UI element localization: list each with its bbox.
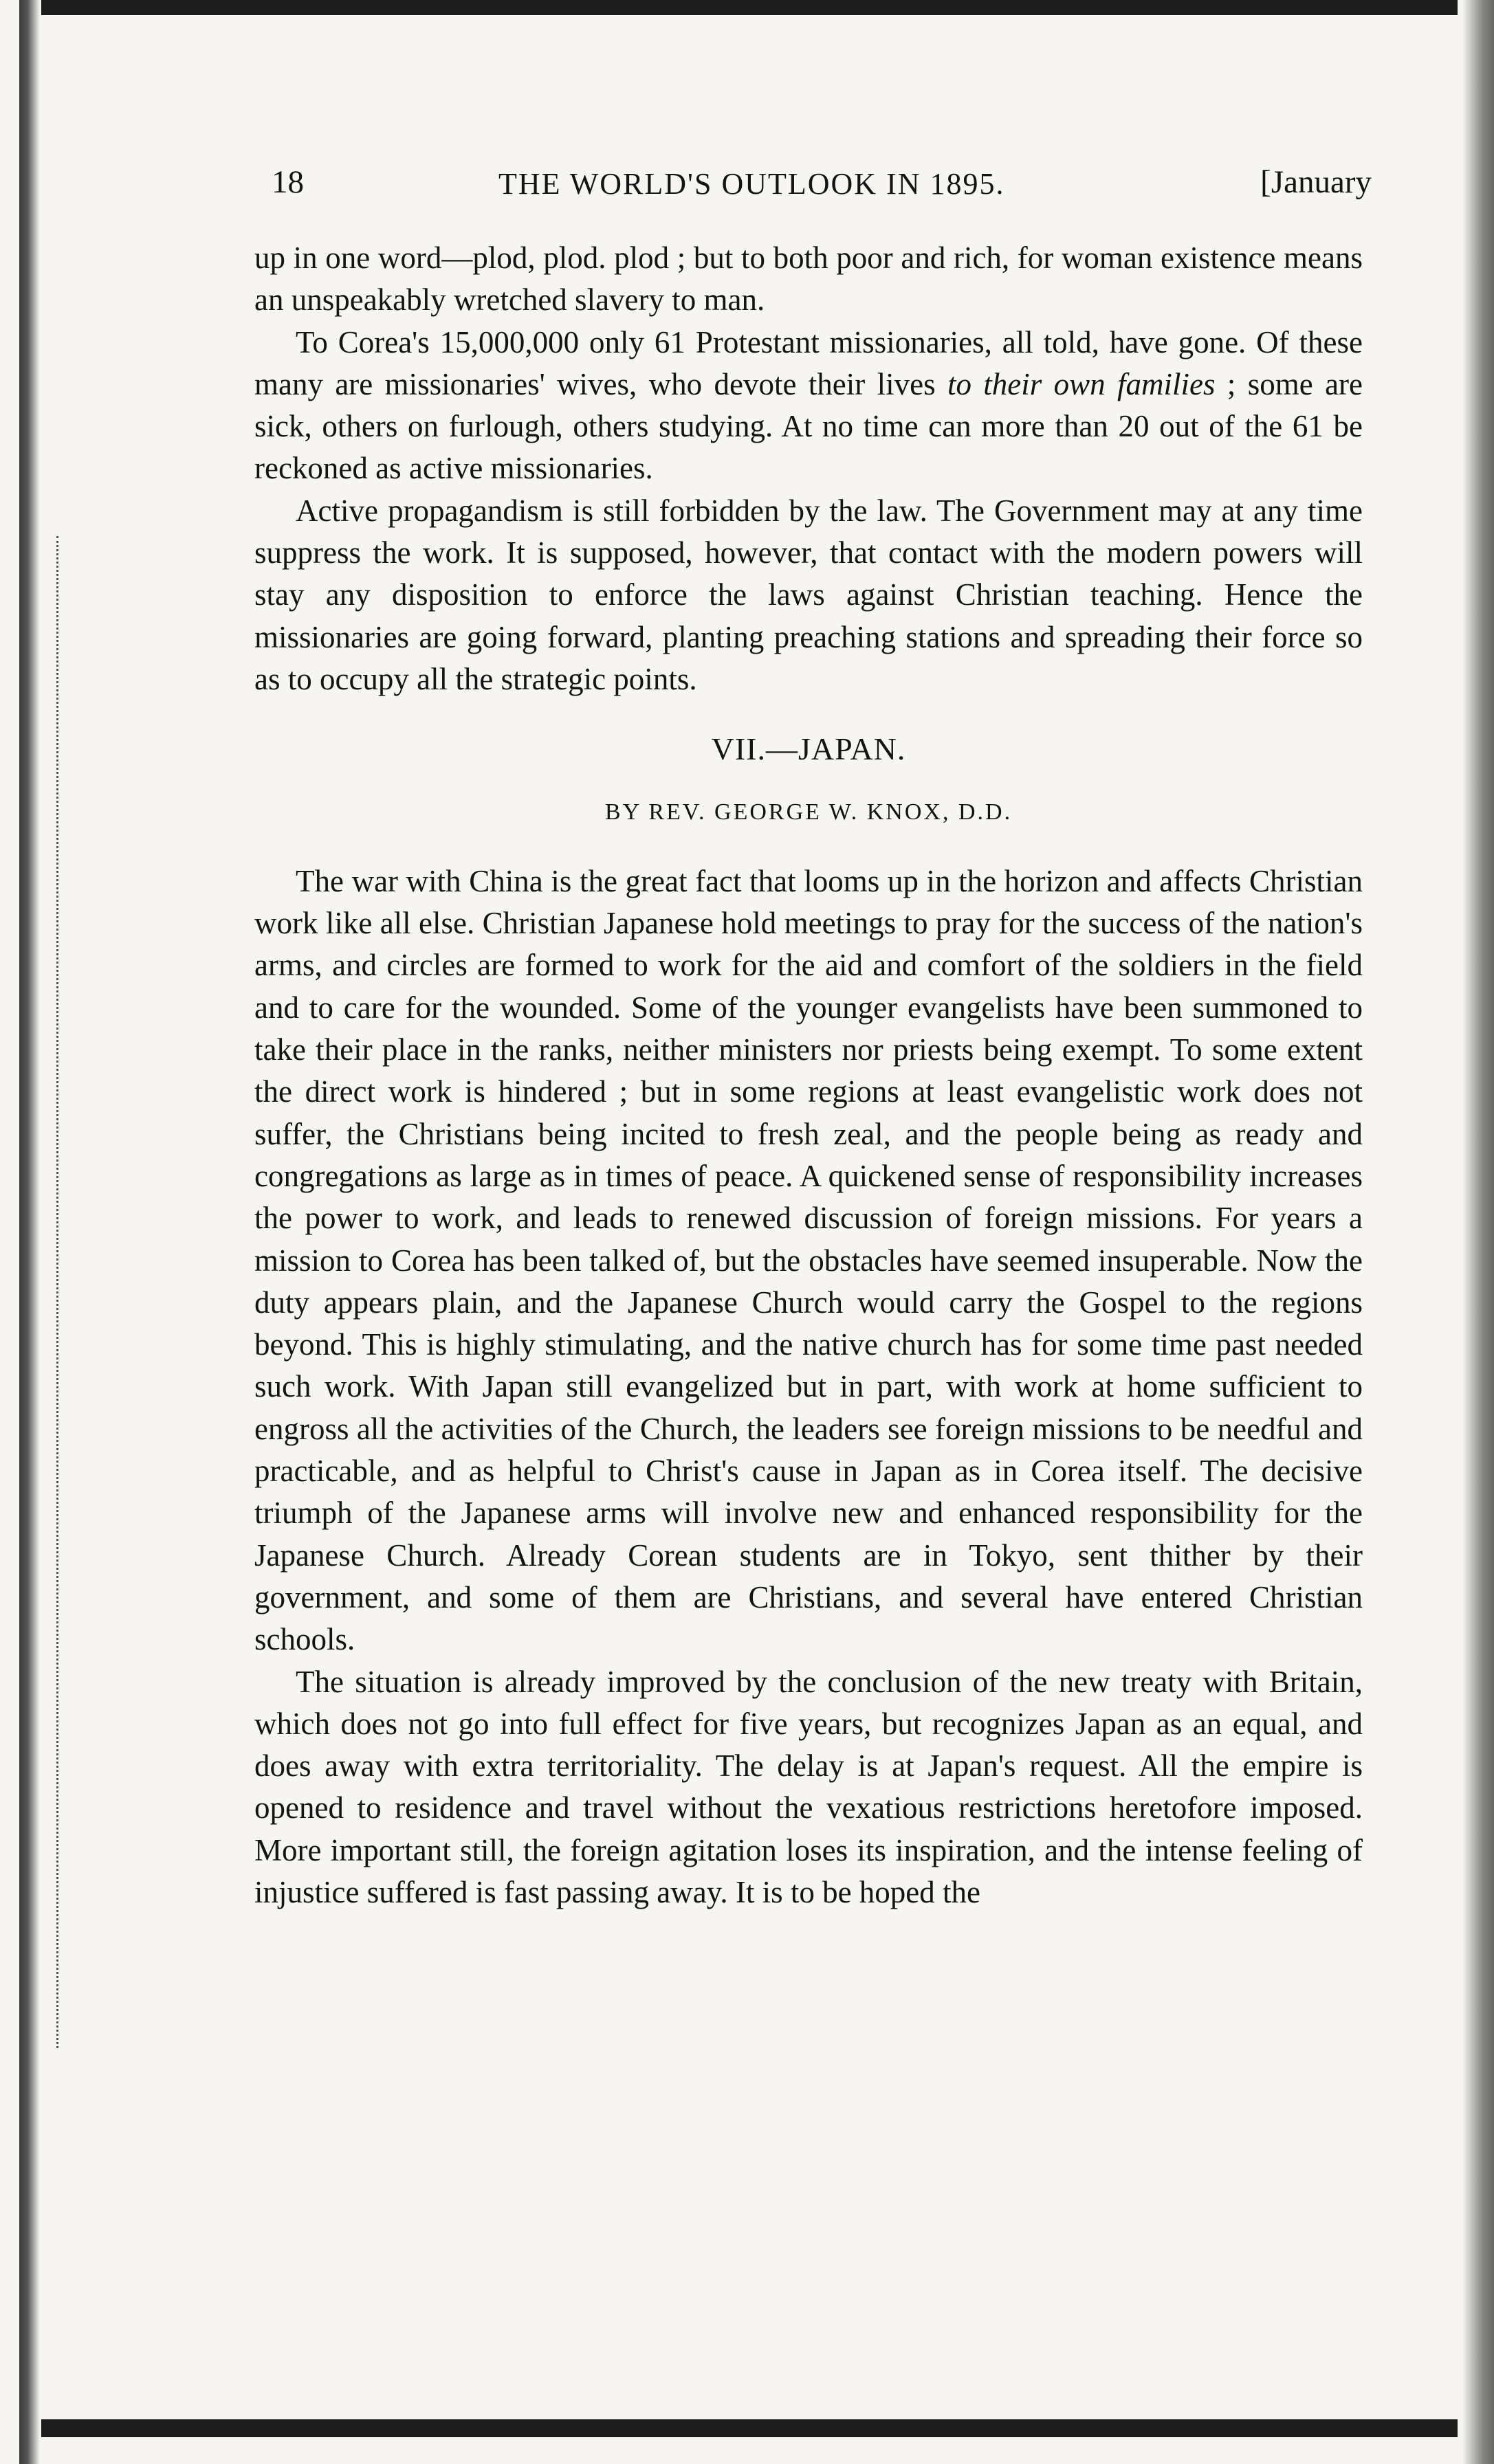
scan-edge-marks <box>56 536 65 2048</box>
page-body <box>254 237 1363 1913</box>
running-title: THE WORLD'S OUTLOOK IN 1895. <box>498 167 1005 201</box>
section-heading: VII.—JAPAN. <box>711 731 906 767</box>
paragraph-text: To Corea's 15,000,000 only 61 Protestant missionaries, all told, have gone. Of these many are missionaries' wives, who devote their lives <box>254 324 1363 401</box>
author-byline: BY REV. GEORGE W. KNOX, D.D. <box>604 799 1013 825</box>
running-header <box>272 164 1372 212</box>
header-month: [January <box>1260 164 1372 200</box>
paragraph-continued: up in one word—plod, plod. plod ; but to both poor and rich, for woman existence means an unspeakably wretched slavery to man. <box>254 241 1363 318</box>
paragraph-war: The war with China is the great fact that looms up in the horizon and affects Christian work like all else. Christian Japanese hold meetings to pray for the success of the nation's arms, and circles are formed to work for the aid and comfort of the soldiers in the field and to care for the wounded. Some of the younger evangelists have been summoned to take their place in the ranks, neither ministers nor priests being exempt. To some extent the direct work is hindered ; but in some regions at least evangelistic work does not suffer, the Christians being incited to fresh zeal, and the people being as ready and congregations as large as in times of peace. A quickened sense of responsibility increases the power to work, and leads to renewed discussion of foreign missions. For years a mission to Corea has been talked of, but the obstacles have seemed insuperable. Now the duty appears plain, and the Japanese Church would carry the Gospel to the regions beyond. This is highly stimulating, and the native church has for some time past needed such work. With Japan still evangelized but in part, with work at home sufficient to engross all the activities of the Church, the leaders see foreign missions to be needful and practicable, and as helpful to Christ's cause in Japan as in Corea itself. The decisive triumph of the Japanese arms will involve new and enhanced responsibility for the Japanese Church. Already Corean students are in Tokyo, sent thither by their government, and some of them are Christians, and several have entered Christian schools. <box>254 863 1363 1657</box>
italic-phrase: to their own families <box>947 366 1216 401</box>
paragraph-text: ; some are sick, others on furlough, others studying. At no time can more than 20 out of the 61 be reckoned as active missionaries. <box>254 366 1363 486</box>
paragraph-treaty: The situation is already improved by the conclusion of the new treaty with Britain, which does not go into full effect for five years, but recognizes Japan as an equal, and does away with extra territoriality. The delay is at Japan's request. All the empire is opened to residence and travel without the vexatious restrictions heretofore imposed. More important still, the foreign agitation loses its inspiration, and the intense feeling of injustice suffered is fast passing away. It is to be hoped the <box>254 1664 1363 1909</box>
scan-edge-left <box>19 0 40 2464</box>
scan-top-border <box>41 0 1458 15</box>
scan-bottom-border <box>41 2419 1458 2437</box>
page-number: 18 <box>272 164 304 200</box>
paragraph-propagandism: Active propagandism is still forbidden by the law. The Government may at any time suppress the work. It is supposed, however, that contact with the modern powers will stay any disposition to enforce the laws against Christian teaching. Hence the missionaries are going forward, planting preaching stations and spreading their force so as to occupy all the strategic points. <box>254 493 1363 696</box>
paragraph-missionaries <box>254 322 1363 490</box>
scan-edge-right <box>1462 0 1494 2464</box>
